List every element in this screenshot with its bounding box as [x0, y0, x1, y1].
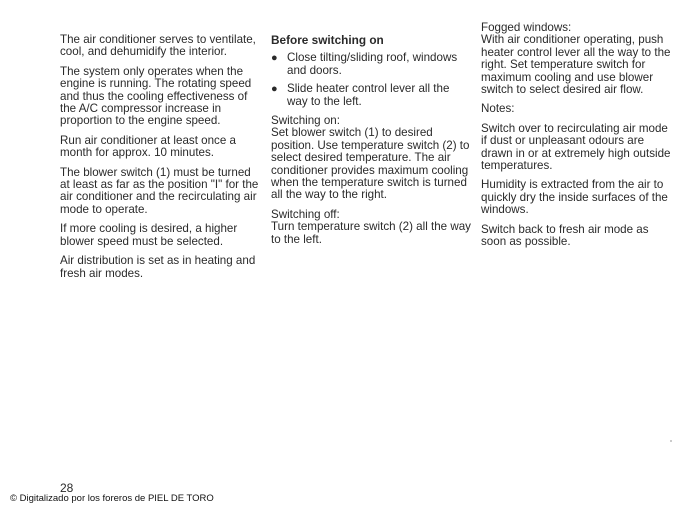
page-number: 28 [60, 481, 74, 495]
list-item [271, 83, 471, 108]
bullet-dot-icon: ● [271, 83, 278, 96]
paragraph-blower-switch: The blower switch (1) must be turned at least as far as the position "I" for the air conditioner and the recirculating air mode to operate. [60, 165, 259, 216]
note-fresh-air: Switch back to fresh air mode as soon as possible. [481, 222, 649, 249]
column-middle [271, 34, 471, 253]
text-switching-on: Set blower switch (1) to desired position. Use temperature switch (2) to select desired temperature. The air conditioner provides maximum cooling when the temperature switch is turned all the way to the right. [271, 126, 470, 202]
label-switching-on: Switching on: [271, 114, 340, 128]
text-fogged-windows: With air conditioner operating, push heater control lever all the way to the right. Set temperature switch for maximum cooling and use blower switch to select desired air flow. [481, 33, 671, 97]
paragraph-more-cooling: If more cooling is desired, a higher blower speed must be selected. [60, 222, 238, 248]
list-item [271, 52, 471, 77]
paragraph-air-distribution: Air distribution is set as in heating and fresh air modes. [60, 254, 256, 280]
column-left [60, 34, 260, 287]
bullet-dot-icon: ● [271, 52, 278, 65]
paragraph-engine-operation: The system only operates when the engine is running. The rotating speed and thus the cooling effectiveness of the A/C compressor increase in proportion to the engine speed. [60, 64, 252, 128]
footer-credit: © Digitalizado por los foreros de PIEL DE TORO [10, 493, 214, 504]
text-switching-off: Turn temperature switch (2) all the way to the left. [271, 220, 471, 246]
paragraph-purpose: The air conditioner serves to ventilate, cool, and dehumidify the interior. [60, 33, 256, 59]
note-humidity: Humidity is extracted from the air to quickly dry the inside surfaces of the windows. [481, 178, 668, 217]
label-switching-off: Switching off: [271, 207, 340, 221]
column-right [481, 22, 676, 256]
heading-before-switching-on: Before switching on [271, 33, 384, 47]
note-recirculating: Switch over to recirculating air mode if dust or unpleasant odours are drawn in or at extremely high outside temperatures. [481, 121, 671, 173]
bullet-list [271, 52, 471, 108]
list-item-text: Close tilting/sliding roof, windows and doors. [287, 51, 458, 77]
paragraph-monthly-run: Run air conditioner at least once a month for approx. 10 minutes. [60, 133, 236, 160]
label-fogged-windows: Fogged windows: [481, 21, 572, 34]
label-notes: Notes: [481, 102, 515, 116]
scan-speck [670, 440, 672, 442]
list-item-text: Slide heater control lever all the way to the left. [287, 82, 450, 108]
